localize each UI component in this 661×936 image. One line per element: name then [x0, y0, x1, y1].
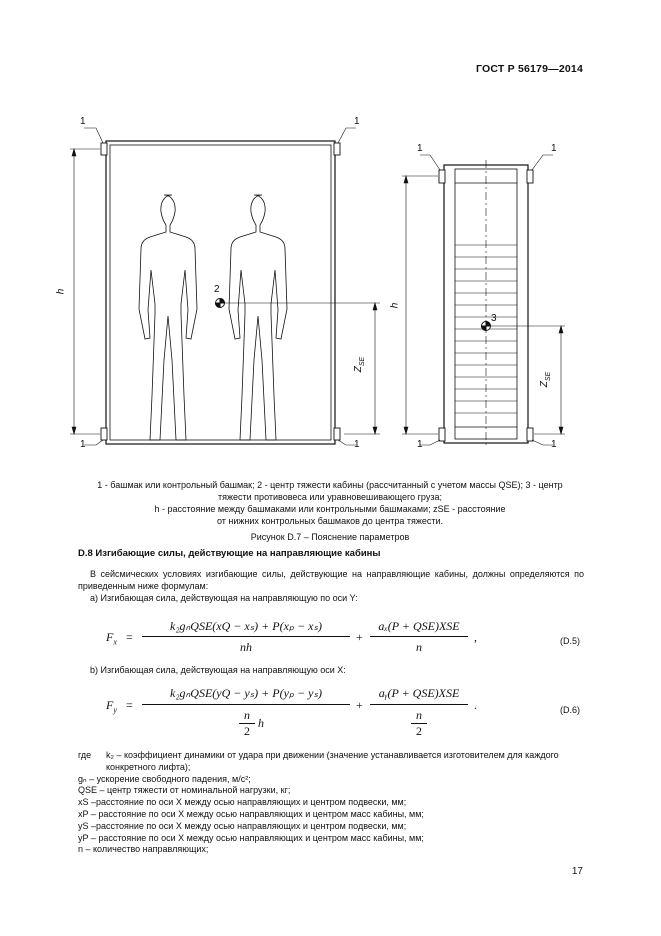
label-shoe-br: 1: [354, 439, 360, 450]
d5-equals: =: [126, 630, 133, 644]
d6-plus: +: [356, 698, 363, 712]
d6-den2: [404, 708, 434, 739]
legend-where: где: [78, 750, 92, 760]
item-a: а) Изгибающая сила, действующая на направляющую по оси Y:: [90, 593, 358, 603]
d6-num2: aᵧ(P + QSE)XSE: [378, 686, 460, 700]
legend-row: yP – расстояние по оси X между осью направляющих и центром масс кабины, мм;: [78, 832, 424, 843]
d5-num2: aₓ(P + QSE)XSE: [378, 619, 460, 633]
figure-caption: [30, 479, 630, 527]
legend-row: n – количество направляющих;: [78, 844, 209, 855]
standard-header: ГОСТ Р 56179—2014: [475, 63, 583, 75]
d6-num1: k₂gₙQSE(yQ − yₛ) + P(yₚ − yₛ): [170, 686, 322, 700]
legend-list: [78, 750, 588, 856]
legend-row: k₂ – коэффициент динамики от удара при движении (значение устанавливается изготовителем для каждого конкретного лифта);: [106, 750, 559, 772]
section-heading: D.8 Изгибающие силы, действующие на направляющие кабины: [78, 548, 381, 559]
caption-line: 1 - башмак или контрольный башмак; 2 - центр тяжести кабины (рассчитанный с учетом массы QSE); 3 - центр: [97, 480, 563, 490]
d6-equals: =: [126, 698, 133, 712]
d5-lhs: $F_x$: [106, 630, 117, 647]
d5-fraction-bar-1: [142, 636, 350, 637]
d6-den2-top: n: [416, 708, 422, 722]
d5-comma: ,: [474, 630, 477, 644]
d6-den2-bottom: 2: [416, 724, 422, 738]
label-shoe-cw-tl: 1: [417, 143, 423, 154]
d6-den1-top: n: [244, 708, 250, 722]
d6-den1-bottom: 2: [244, 724, 250, 738]
person-silhouette-right: [229, 195, 287, 440]
label-cabin-cg: 2: [214, 284, 220, 295]
cabin-cg-marker: [216, 299, 381, 308]
d5-den1: nh: [240, 640, 252, 654]
page-number: 17: [571, 866, 583, 877]
label-h-left: h: [55, 288, 67, 295]
d6-period: .: [474, 698, 477, 712]
section-intro: В сейсмических условиях изгибающие силы, действующие на направляющие кабины, должны определяются по приведенным ниже формулам:: [78, 569, 584, 591]
legend-row: xS –расстояние по оси X между осью направляющих и центром подвески, мм;: [78, 797, 407, 808]
shoe-leaders-right: [420, 155, 553, 445]
label-shoe-cw-br: 1: [551, 439, 557, 450]
caption-line: тяжести противовеса или уравновешивающего груза;: [218, 492, 442, 502]
label-zse-right: $Z_{SE}$: [539, 371, 553, 388]
label-shoe-cw-bl: 1: [417, 439, 423, 450]
label-cw-cg: 3: [491, 313, 497, 324]
d6-lhs: $F_y$: [106, 698, 117, 715]
legend-row: QSE – центр тяжести от номинальной нагрузки, кг;: [78, 785, 291, 796]
counterweight-frame: [439, 160, 533, 448]
d5-fraction-bar-2: [370, 636, 468, 637]
label-shoe-cw-tr: 1: [551, 143, 557, 154]
d5-num1: k₂gₙQSE(xQ − xₛ) + P(xₚ − xₛ): [170, 619, 322, 633]
label-shoe-bl: 1: [80, 439, 86, 450]
legend-row: gₙ – ускорение свободного падения, м/с²;: [78, 773, 251, 784]
label-shoe-tr: 1: [354, 116, 360, 127]
caption-line: от нижних контрольных башмаков до центра тяжести.: [216, 516, 444, 526]
cabin-frame: [101, 141, 340, 444]
person-silhouette-left: [139, 195, 197, 440]
formula-d5: [106, 617, 586, 663]
item-b: b) Изгибающая сила, действующая на направляющую оси X:: [90, 665, 346, 675]
label-shoe-tl: 1: [80, 116, 86, 127]
formula-d6: [106, 684, 586, 744]
d6-fraction-bar-2: [370, 704, 468, 705]
label-zse-left: $Z_{SE}$: [353, 356, 367, 373]
d6-den1-h: h: [258, 716, 264, 730]
legend-row: xP – расстояние по оси X между осью направляющих и центром масс кабины, мм;: [78, 808, 424, 819]
dimension-h-right: [402, 176, 438, 434]
label-h-right: h: [389, 302, 401, 309]
d5-den2: n: [416, 640, 422, 654]
shoe-leaders-left: [84, 128, 356, 445]
dimension-h-left: [70, 149, 100, 434]
d6-fraction-bar-1: [142, 704, 350, 705]
d5-plus: +: [356, 630, 363, 644]
d5-number: (D.5): [560, 636, 580, 646]
legend-row: yS –расстояние по оси X между осью направляющих и центром подвески, мм;: [78, 820, 407, 831]
figure-title: Рисунок D.7 – Пояснение параметров: [250, 532, 410, 542]
d6-number: (D.6): [560, 705, 580, 715]
caption-line: h - расстояние между башмаками или контрольными башмаками; zSE - расстояние: [154, 504, 506, 514]
